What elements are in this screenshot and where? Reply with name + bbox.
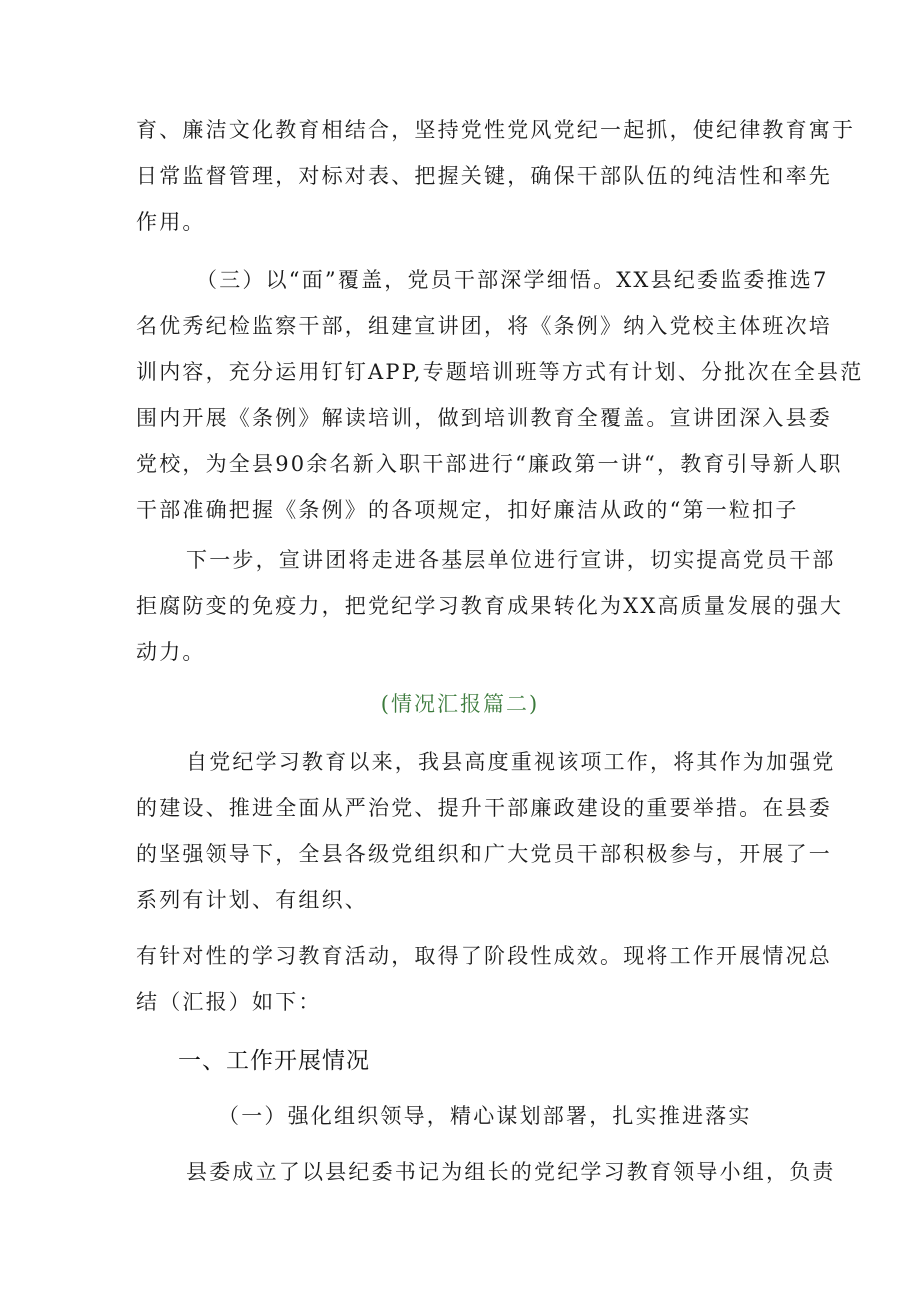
paragraph-line: 系列有计划、有组织、 <box>136 888 368 912</box>
paragraph-line: 有针对性的学习教育活动，取得了阶段性成效。现将工作开展情况总 <box>136 944 832 968</box>
paragraph-line: 作用。 <box>136 210 206 234</box>
paragraph-line: 自党纪学习教育以来，我县高度重视该项工作，将其作为加强党 <box>186 750 836 774</box>
paragraph-line: 训内容，充分运用钉钉APP,专题培训班等方式有计划、分批次在全县范 <box>136 360 864 384</box>
paragraph-line: 日常监督管理，对标对表、把握关键，确保干部队伍的纯洁性和率先 <box>136 164 832 188</box>
section-heading: 一、工作开展情况 <box>178 1048 370 1074</box>
paragraph-line: 党校，为全县90余名新入职干部进行“廉政第一讲“，教育引导新人职 <box>136 452 843 476</box>
paragraph-line: 动力。 <box>136 640 206 664</box>
paragraph-line: 拒腐防变的免疫力，把党纪学习教育成果转化为XX高质量发展的强大 <box>136 594 844 618</box>
article-title: (情况汇报篇二) <box>380 692 540 716</box>
paragraph-line: 县委成立了以县纪委书记为组长的党纪学习教育领导小组，负责 <box>186 1160 836 1184</box>
paragraph-line: 的建设、推进全面从严治党、提升干部廉政建设的重要举措。在县委 <box>136 796 832 820</box>
paragraph-line: 围内开展《条例》解读培训，做到培训教育全覆盖。宣讲团深入县委 <box>136 406 832 430</box>
paragraph-line: 下一步，宣讲团将走进各基层单位进行宣讲，切实提高党员干部 <box>186 548 836 572</box>
paragraph-line: 育、廉洁文化教育相结合，坚持党性党风党纪一起抓，使纪律教育寓于 <box>136 118 856 142</box>
subsection-heading: （一）强化组织领导，精心谋划部署，扎实推进落实 <box>218 1104 752 1128</box>
paragraph-line: 名优秀纪检监察干部，组建宣讲团，将《条例》纳入党校主体班次培 <box>136 314 832 338</box>
paragraph-line: （三）以“面”覆盖，党员干部深学细悟。XX县纪委监委推选7 <box>196 268 829 292</box>
paragraph-line: 的坚强领导下，全县各级党组织和广大党员干部积极参与，开展了一 <box>136 842 832 866</box>
paragraph-line: 结（汇报）如下： <box>136 990 322 1014</box>
paragraph-line: 干部准确把握《条例》的各项规定，扣好廉洁从政的“第一粒扣子 <box>136 498 799 522</box>
